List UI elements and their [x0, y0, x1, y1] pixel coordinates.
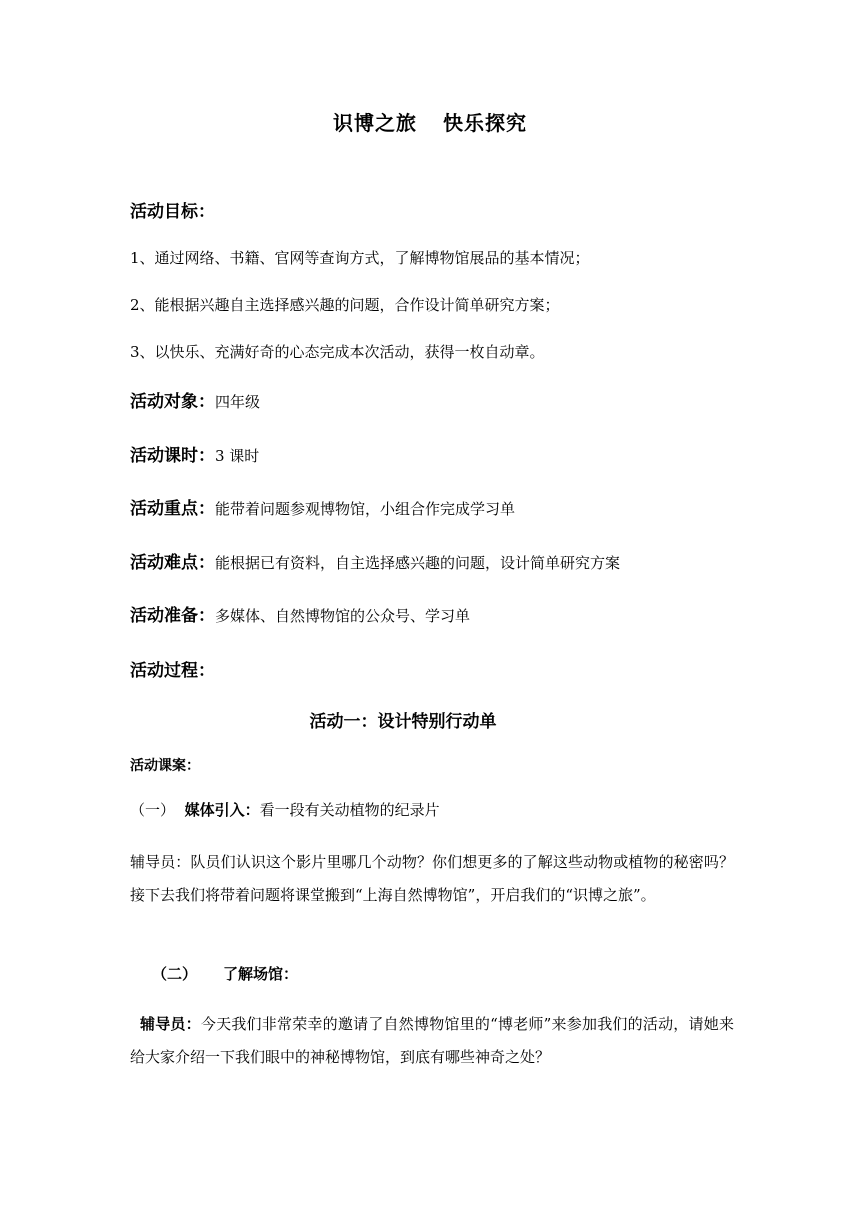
field-audience: [130, 392, 740, 412]
step1-number: （一）: [130, 801, 176, 819]
field-focus-label: 活动重点：: [130, 499, 215, 519]
goals-heading: 活动目标：: [130, 202, 215, 222]
process-heading: 活动过程：: [130, 661, 215, 681]
title-part-2: 快乐探究: [443, 111, 527, 135]
field-difficulty-value: 能根据已有资料，自主选择感兴趣的问题，设计简单研究方案: [215, 554, 621, 572]
goal-item-1: 1、通过网络、书籍、官网等查询方式，了解博物馆展品的基本情况；: [130, 249, 590, 267]
activity1-title: 活动一：设计特别行动单: [309, 712, 497, 732]
paragraph-intro: 辅导员：队员们认识这个影片里哪几个动物？你们想更多的了解这些动物或植物的秘密吗？接下去我们将带着问题将课堂搬到“上海自然博物馆”，开启我们的“识博之旅”。: [130, 853, 734, 904]
step1-text: 看一段有关动植物的纪录片: [259, 801, 440, 819]
field-difficulty-label: 活动难点：: [130, 553, 215, 573]
field-audience-value: 四年级: [215, 393, 261, 411]
goal-item-2: 2、能根据兴趣自主选择感兴趣的问题，合作设计简单研究方案；: [130, 296, 560, 314]
field-hours-value: 3 课时: [215, 447, 260, 465]
field-difficulty: [130, 553, 740, 573]
field-audience-label: 活动对象：: [130, 392, 215, 412]
document-title: [0, 107, 860, 136]
step1-label: 媒体引入：: [184, 801, 260, 819]
field-preparation: [130, 606, 740, 626]
step1-line: [130, 800, 740, 820]
goal-item-3: 3、以快乐、充满好奇的心态完成本次活动，获得一枚自动章。: [130, 343, 545, 361]
paragraph-venue-speaker: 辅导员：: [139, 1015, 201, 1033]
activity1-plan-label: 活动课案：: [130, 758, 200, 774]
field-hours-label: 活动课时：: [130, 446, 215, 466]
field-preparation-value: 多媒体、自然博物馆的公众号、学习单: [215, 607, 471, 625]
field-hours: [130, 446, 740, 466]
step2-number: （二）: [152, 965, 198, 983]
title-part-1: 识博之旅: [333, 111, 417, 135]
paragraph-venue: [130, 1008, 734, 1074]
step2-label: 了解场馆：: [223, 965, 299, 983]
field-preparation-label: 活动准备：: [130, 606, 215, 626]
paragraph-venue-text: 今天我们非常荣幸的邀请了自然博物馆里的“博老师”来参加我们的活动，请她来给大家介绍一下我们眼中的神秘博物馆，到底有哪些神奇之处？: [130, 1015, 734, 1066]
step2-line: [152, 964, 762, 984]
field-focus: [130, 499, 740, 519]
field-focus-value: 能带着问题参观博物馆，小组合作完成学习单: [215, 500, 516, 518]
